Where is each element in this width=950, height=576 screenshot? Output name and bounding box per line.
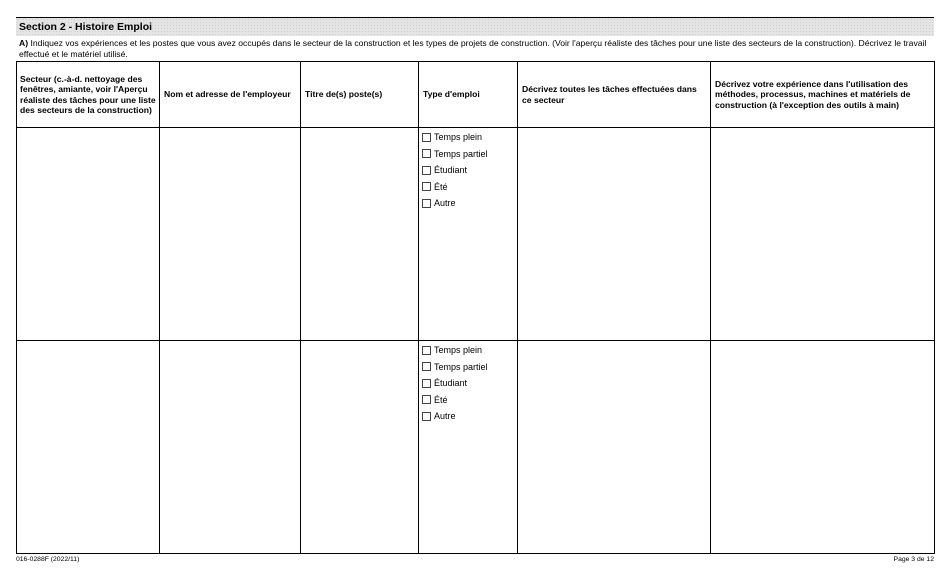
checkbox[interactable] — [422, 395, 431, 404]
job-title-cell[interactable] — [301, 128, 419, 341]
job-title-cell[interactable] — [301, 341, 419, 554]
checkbox[interactable] — [422, 412, 431, 421]
experience-cell[interactable] — [711, 128, 935, 341]
option-other[interactable] — [422, 195, 517, 212]
option-student[interactable] — [422, 375, 517, 392]
employer-cell[interactable] — [160, 128, 301, 341]
instructions-label: A) — [19, 38, 29, 48]
option-part-time[interactable] — [422, 359, 517, 376]
option-label: Autre — [434, 198, 456, 209]
sector-cell[interactable] — [17, 341, 160, 554]
checkbox[interactable] — [422, 182, 431, 191]
header-employer: Nom et adresse de l'employeur — [160, 62, 301, 128]
option-summer[interactable] — [422, 179, 517, 196]
option-label: Autre — [434, 411, 456, 422]
sector-cell[interactable] — [17, 128, 160, 341]
header-tasks: Décrivez toutes les tâches effectuées dans ce secteur — [518, 62, 711, 128]
option-student[interactable] — [422, 162, 517, 179]
option-label: Temps partiel — [434, 148, 488, 159]
option-label: Étudiant — [434, 165, 468, 176]
experience-cell[interactable] — [711, 341, 935, 554]
section-title: Section 2 - Histoire Emploi — [19, 21, 153, 33]
page-number: Page 3 de 12 — [893, 556, 934, 563]
instructions-text: Indiquez vos expériences et les postes que vous avez occupés dans le secteur de la construction et les types de projets de construction. (Voir l'aperçu réaliste des tâches pour une liste des secteurs de la construction). Décrivez le travail effectué et le matériel utilisé. — [19, 38, 927, 59]
option-label: Été — [434, 181, 448, 192]
tasks-cell[interactable] — [518, 128, 711, 341]
employer-cell[interactable] — [160, 341, 301, 554]
employment-history-table — [16, 61, 935, 554]
checkbox[interactable] — [422, 379, 431, 388]
employment-type-options — [419, 341, 517, 425]
table-row — [17, 128, 935, 341]
option-summer[interactable] — [422, 392, 517, 409]
employment-type-cell — [419, 128, 518, 341]
header-job-title: Titre de(s) poste(s) — [301, 62, 419, 128]
checkbox[interactable] — [422, 166, 431, 175]
option-other[interactable] — [422, 408, 517, 425]
header-experience: Décrivez votre expérience dans l'utilisation des méthodes, processus, machines et matériels de construction (à l'exception des outils à main) — [711, 62, 935, 128]
option-label: Temps plein — [434, 132, 483, 143]
header-employment-type: Type d'emploi — [419, 62, 518, 128]
option-part-time[interactable] — [422, 146, 517, 163]
header-sector: Secteur (c.-à-d. nettoyage des fenêtres, amiante, voir l'Aperçu réaliste des tâches pour une liste des secteurs de la construction) — [17, 62, 160, 128]
option-label: Temps partiel — [434, 361, 488, 372]
tasks-cell[interactable] — [518, 341, 711, 554]
option-label: Temps plein — [434, 345, 483, 356]
checkbox[interactable] — [422, 346, 431, 355]
checkbox[interactable] — [422, 133, 431, 142]
section-header — [16, 17, 934, 36]
form-number: 016-0288F (2022/11) — [16, 556, 80, 563]
checkbox[interactable] — [422, 362, 431, 371]
option-full-time[interactable] — [422, 342, 517, 359]
checkbox[interactable] — [422, 149, 431, 158]
table-header-row — [17, 62, 935, 128]
checkbox[interactable] — [422, 199, 431, 208]
instructions — [19, 38, 931, 60]
employment-type-options — [419, 128, 517, 212]
option-full-time[interactable] — [422, 129, 517, 146]
table-row — [17, 341, 935, 554]
option-label: Été — [434, 394, 448, 405]
option-label: Étudiant — [434, 378, 468, 389]
employment-type-cell — [419, 341, 518, 554]
